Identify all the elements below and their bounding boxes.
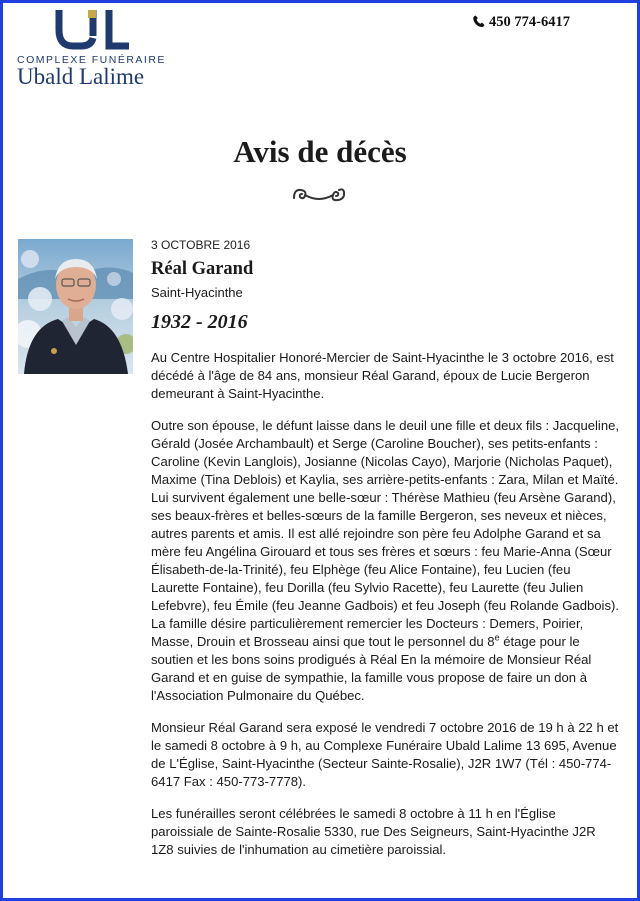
flourish-icon (291, 185, 347, 205)
ordinal-suffix: e (494, 632, 500, 643)
obituary-content (151, 238, 621, 872)
notice-date: 3 OCTOBRE 2016 (151, 238, 251, 252)
logo-subtitle: COMPLEXE FUNÉRAIRE (17, 54, 166, 66)
deceased-photo (18, 239, 133, 374)
ul-monogram-icon (55, 10, 129, 50)
deceased-name: Réal Garand (151, 259, 254, 279)
brand-logo[interactable] (17, 4, 169, 88)
phone-icon (473, 15, 485, 28)
paragraph-text: étage pour le soutien et les bons soins prodigués à Réal En la mémoire de Monsieur Réal Garand et en guise de sympathie, la famille vous propose de faire un don à l'Association Pulmonaire du Québec. (151, 634, 592, 703)
obituary-paragraph: Au Centre Hospitalier Honoré-Mercier de Saint-Hyacinthe le 3 octobre 2016, est décédé à l'âge de 84 ans, monsieur Réal Garand, époux de Lucie Bergeron demeurant à Saint-Hyacinthe. (151, 350, 614, 401)
phone-number: 450 774-6417 (489, 14, 570, 30)
deceased-city: Saint-Hyacinthe (151, 285, 243, 300)
logo-name: Ubald Lalime (17, 64, 145, 89)
phone-link[interactable] (473, 14, 570, 31)
paragraph-text: Outre son épouse, le défunt laisse dans le deuil une fille et deux fils : Jacqueline, Gérald (Josée Archambault) et Serge (Caroline Boucher), ses petits-enfants : Caroline (Kevin Langlois), Josianne (Nicolas Cayo), Marjorie (Nicholas Paquet), Maxime (Tina Deblois) et Kaylia, ses arrière-petits-enfants : Zara, Milan et Maïté. Lui survivent également une belle-sœur : Thérèse Mathieu (feu Arsène Garand), ses beaux-frères et belles-sœurs de la famille Bergeron, ses neveux et nièces, autres parents et amis. Il est allé rejoindre son père feu Adolphe Garand et sa mère feu Angélina Girouard et tous ses frères et sœurs : feu Marie-Anna (Sœur Élisabeth-de-la-Trinité), feu Elphège (feu Alice Fontaine), feu Lucien (feu Laurette Fontaine), feu Dorilla (feu Sylvio Racette), feu Laurette (feu Julien Lefebvre), feu Émile (feu Jeanne Gadbois) et feu Joseph (feu Rolande Gadbois). La famille désire particulièrement remercier les Docteurs : Demers, Poirier, Masse, Drouin et Brosseau ainsi que tout le personnel du 8 (151, 418, 620, 649)
obituary-paragraph: Les funérailles seront célébrées le samedi 8 octobre à 11 h en l'Église paroissiale de Sainte-Rosalie 5330, rue Des Seigneurs, Saint-Hyacinthe J2R 1Z8 suivies de l'inhumation au cimetière paroissial. (151, 806, 596, 857)
life-years: 1932 - 2016 (151, 311, 248, 333)
obituary-paragraph: Monsieur Réal Garand sera exposé le vendredi 7 octobre 2016 de 19 h à 22 h et le samedi 8 octobre à 9 h, au Complexe Funéraire Ubald Lalime 13 695, Avenue de L'Église, Saint-Hyacinthe (Secteur Sainte-Rosalie), J2R 1W7 (Tél : 450-774-6417 Fax : 450-773-7778). (151, 720, 619, 789)
page-title: Avis de décès (233, 134, 407, 169)
obituary-paragraph (151, 417, 621, 705)
